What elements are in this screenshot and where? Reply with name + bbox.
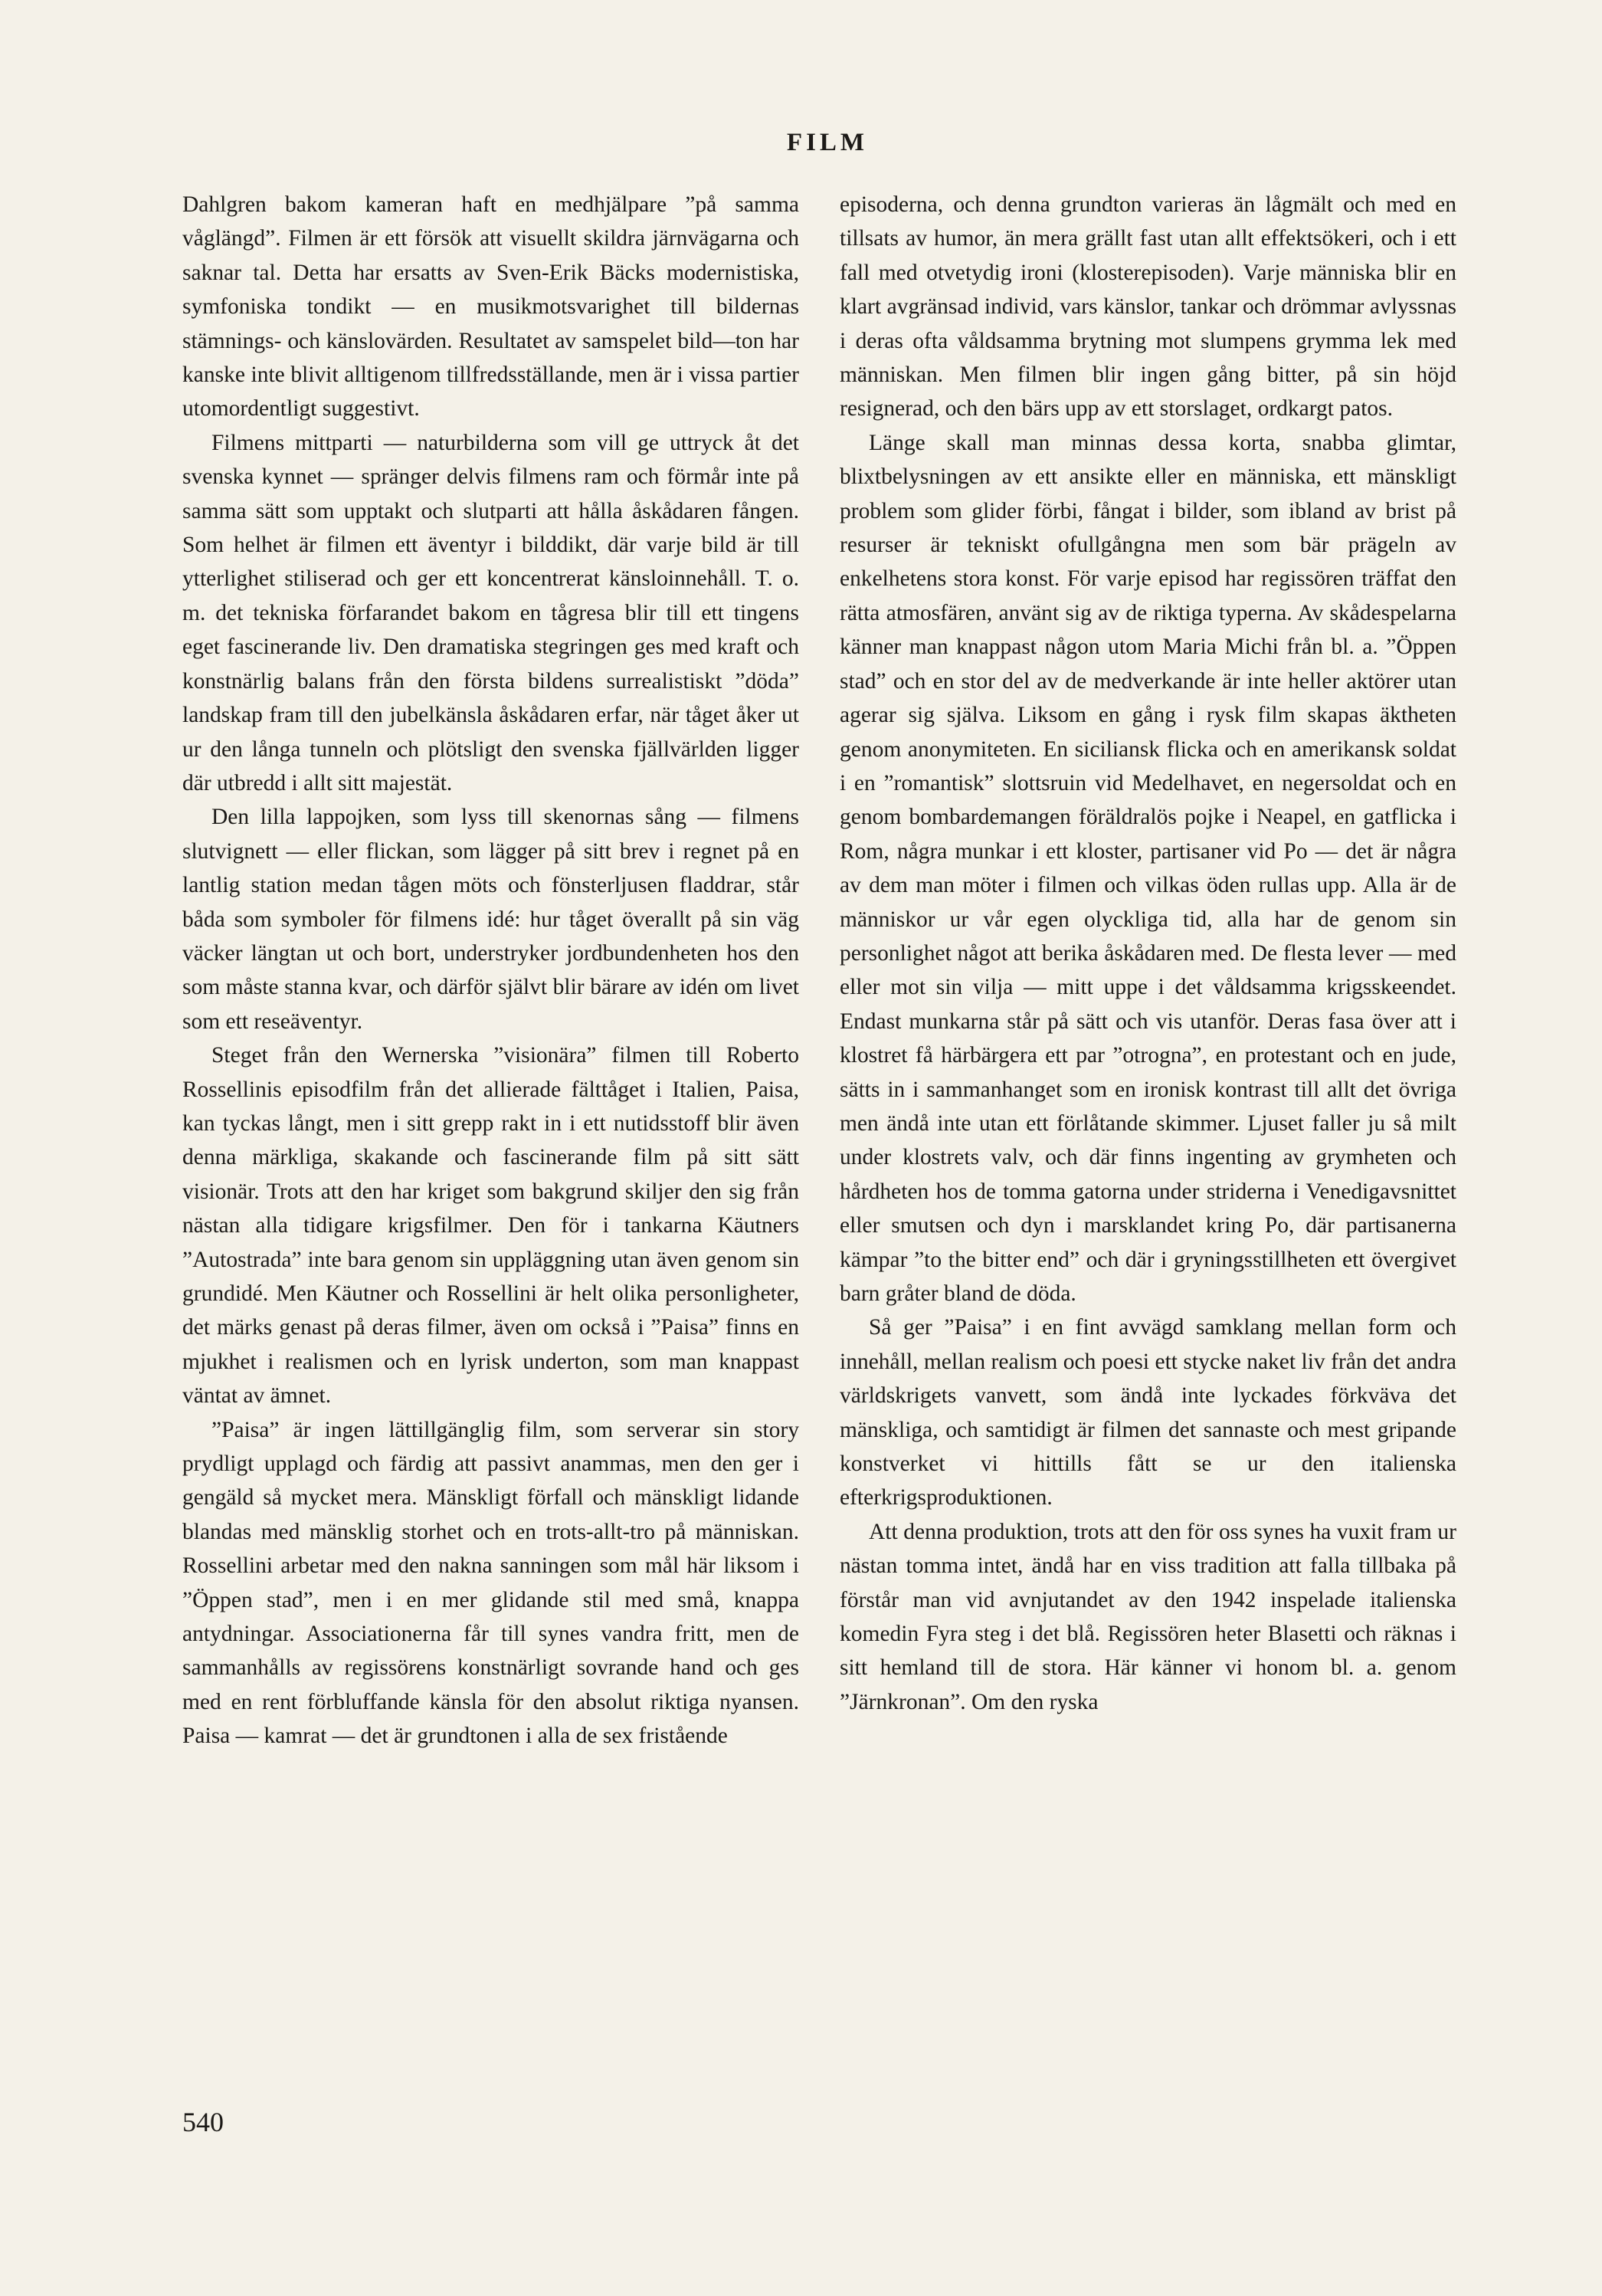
paragraph: episoderna, och denna grundton varieras än lågmält och med en tillsats av humor, än mera grällt fast utan allt effektsökeri, och i ett fall med otvetydig ironi (klosterepisoden). Varje människa blir en klart avgränsad individ, vars känslor, tankar och drömmar avlyssnas i deras ofta våldsamma brytning mot slumpens grymma lek med människan. Men filmen blir ingen gång bitter, på sin höjd resignerad, och den bärs upp av ett storslaget, ordkargt patos. (840, 192, 1456, 421)
paragraph: Den lilla lappojken, som lyss till skenornas sång — filmens slutvignett — eller flickan, som lägger på sitt brev i regnet på en lantlig station medan tågen möts och fönsterljusen fladdrar, står båda som symboler för filmens idé: hur tåget överallt på sin väg väcker längtan ut och bort, understryker jordbundenheten hos den som måste stanna kvar, och därför självt blir bärare av idén om livet som ett reseäventyr. (182, 805, 799, 1034)
paragraph: Filmens mittparti — naturbilderna som vill ge uttryck åt det svenska kynnet — spränger delvis filmens ram och förmår inte på samma sätt som upptakt och slutparti att hålla åskådaren fången. Som helhet är filmen ett äventyr i bilddikt, där varje bild är till ytterlighet stiliserad och ger ett koncentrerat känsloinnehåll. T. o. m. det tekniska förfarandet bakom en tågresa blir till ett tingens eget fascinerande liv. Den dramatiska stegringen ges med kraft och konstnärlig balans från den första bildens surrealistiskt ”döda” landskap fram till den jubelkänsla åskådaren erfar, när tåget åker ut ur den långa tunneln och plötsligt den svenska fjällvärlden ligger där utbredd i allt sitt majestät. (182, 430, 799, 795)
page-number: 540 (182, 2107, 224, 2137)
paragraph: Steget från den Wernerska ”visionära” filmen till Roberto Rossellinis episodfilm från det allierade fälttåget i Italien, Paisa, kan tyckas långt, men i sitt grepp rakt in i ett nutidsstoff blir även denna märkliga, skakande och fascinerande film på sitt sätt visionär. Trots att den har kriget som bakgrund skiljer den sig från nästan alla tidigare krigsfilmer. Den för i tankarna Käutners ”Autostrada” inte bara genom sin uppläggning utan även genom sin grundidé. Men Käutner och Rossellini är helt olika personligheter, det märks genast på deras filmer, även om också i ”Paisa” finns en mjukhet i realismen och en lyrisk underton, som man knappast väntat av ämnet. (182, 1043, 799, 1409)
paragraph: ”Paisa” är ingen lättillgänglig film, som serverar sin story prydligt upplagd och färdig att passivt anammas, men den ger i gengäld så mycket mera. Mänskligt förfall och mänskligt lidande blandas med mänsklig storhet och en trots-allt-tro på människan. Rossellini arbetar med den nakna sanningen som mål här liksom i ”Öppen stad”, men i en mer glidande stil med små, knappa antydningar. Associationerna får till synes vandra fritt, men de sammanhålls av regissörens konstnärligt sovrande hand och ges med en rent förbluffande känsla för den absolut riktiga nyansen. Paisa — kamrat — det är grundtonen i alla de sex fristående (182, 1417, 799, 1749)
left-column (182, 188, 799, 1753)
paragraph: Att denna produktion, trots att den för oss synes ha vuxit fram ur nästan tomma intet, ändå har en viss tradition att falla tillbaka på förstår man vid avnjutandet av den 1942 inspelade italienska komedin Fyra steg i det blå. Regissören heter Blasetti och räknas i sitt hemland till de stora. Här känner vi honom bl. a. genom ”Järnkronan”. Om den ryska (840, 1519, 1456, 1714)
right-column (840, 188, 1456, 1719)
paragraph: Så ger ”Paisa” i en fint avvägd samklang mellan form och innehåll, mellan realism och poesi ett stycke naket liv från det andra världskrigets vanvett, som ändå inte lyckades förkväva det mänskliga, och samtidigt är filmen det sannaste och mest gripande konstverket vi hittills fått se ur den italienska efterkrigsproduktionen. (840, 1315, 1456, 1510)
running-head: FILM (786, 129, 869, 156)
paragraph: Länge skall man minnas dessa korta, snabba glimtar, blixtbelysningen av ett ansikte eller en människa, ett mänskligt problem som glider förbi, fångat i bilder, som ibland av brist på resurser är tekniskt ofullgångna men som bär prägeln av enkelhetens stora konst. För varje episod har regissören träffat den rätta atmosfären, använt sig av de riktiga typerna. Av skådespelarna känner man knappast någon utom Maria Michi från bl. a. ”Öppen stad” och en stor del av de medverkande är inte heller aktörer utan agerar sig själva. Liksom en gång i rysk film skapas äktheten genom anonymiteten. En siciliansk flicka och en amerikansk soldat i en ”romantisk” slottsruin vid Medelhavet, en negersoldat och en genom bombardemangen föräldralös pojke i Neapel, en gatflicka i Rom, några munkar i ett kloster, partisaner vid Po — det är några av dem man möter i filmen och vilkas öden rullas upp. Alla är de människor ur vår egen olyckliga tid, alla har de genom sin personlighet något att berika åskådaren med. De flesta lever — med eller mot sin vilja — mitt uppe i det våldsamma krigsskeendet. Endast munkarna står på sätt och vis utanför. Deras fasa över att i klostret få härbärgera ett par ”otrogna”, en protestant och en jude, sätts in i sammanhanget som en ironisk kontrast till allt det övriga men ändå inte utan ett förlåtande skimmer. Ljuset faller ju så milt under klostrets valv, och där finns ingenting av grymheten och hårdheten hos de tomma gatorna under striderna i Venedigavsnittet eller smutsen och dyn i marsklandet kring Po, där partisanerna kämpar ”to the bitter end” och där i gryningsstillheten ett övergivet barn gråter bland de döda. (840, 430, 1456, 1306)
paragraph: Dahlgren bakom kameran haft en medhjälpare ”på samma våglängd”. Filmen är ett försök att visuellt skildra järnvägarna och saknar tal. Detta har ersatts av Sven-Erik Bäcks modernistiska, symfoniska tondikt — en musikmotsvarighet till bildernas stämnings- och känslovärden. Resultatet av samspelet bild—ton har kanske inte blivit alltigenom tillfredsställande, men är i vissa partier utomordentligt suggestivt. (182, 192, 799, 421)
